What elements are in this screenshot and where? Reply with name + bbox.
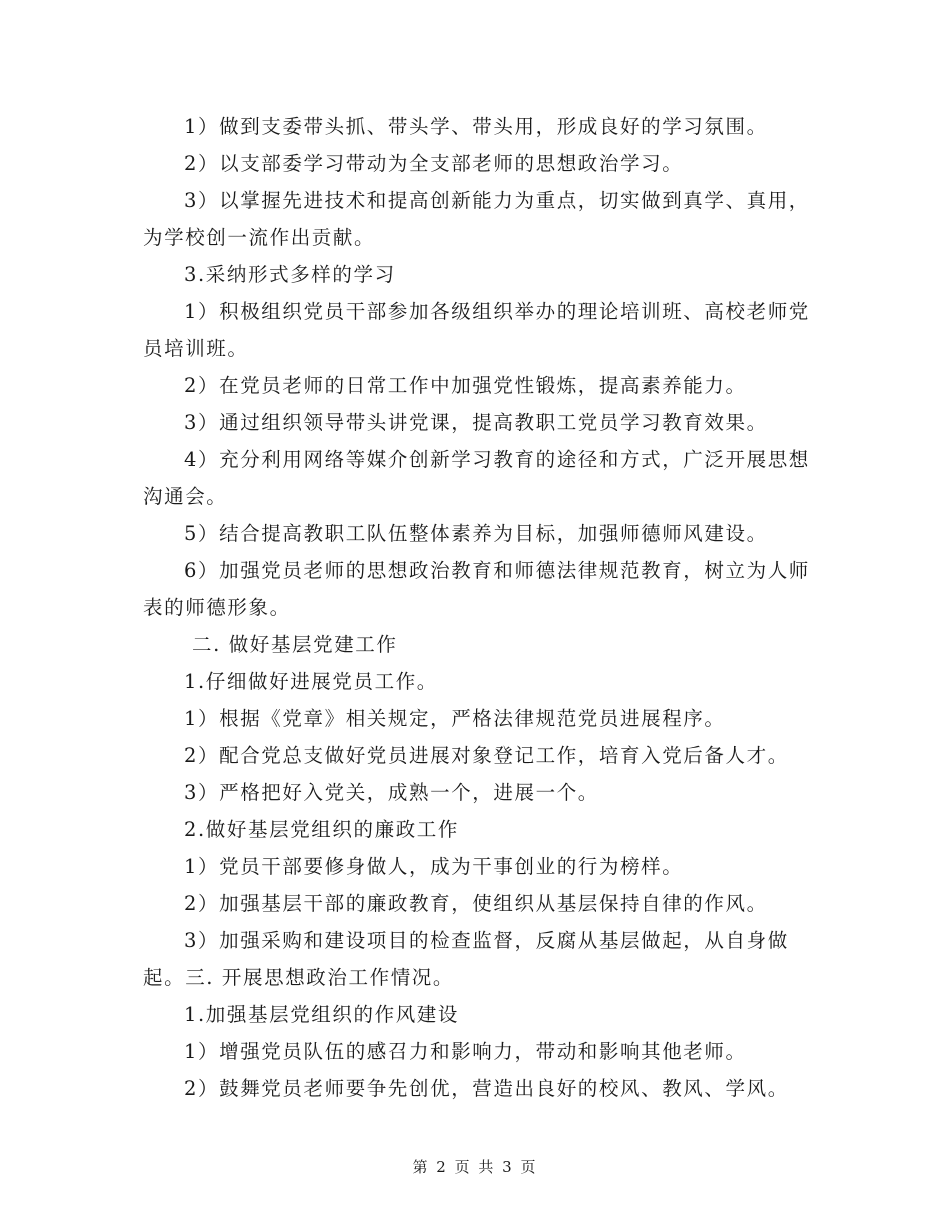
paragraph: 4）充分利用网络等媒介创新学习教育的途径和方式，广泛开展思想沟通会。 bbox=[143, 448, 810, 508]
paragraph: 5）结合提高教职工队伍整体素养为目标，加强师德师风建设。 bbox=[184, 522, 768, 545]
section-subheading: 3.采纳形式多样的学习 bbox=[184, 263, 396, 286]
section-subheading: 1.仔细做好进展党员工作。 bbox=[184, 670, 438, 693]
paragraph: 2）以支部委学习带动为全支部老师的思想政治学习。 bbox=[184, 152, 684, 175]
paragraph: 2）加强基层干部的廉政教育，使组织从基层保持自律的作风。 bbox=[184, 892, 768, 915]
section-heading: 二. 做好基层党建工作 bbox=[192, 633, 398, 656]
section-subheading: 1.加强基层党组织的作风建设 bbox=[184, 1003, 460, 1026]
paragraph: 1）党员干部要修身做人，成为干事创业的行为榜样。 bbox=[184, 855, 684, 878]
document-body bbox=[143, 108, 823, 1107]
paragraph: 6）加强党员老师的思想政治教育和师德法律规范教育，树立为人师表的师德形象。 bbox=[143, 559, 810, 619]
paragraph: 2）鼓舞党员老师要争先创优，营造出良好的校风、教风、学风。 bbox=[184, 1077, 789, 1100]
paragraph: 1）做到支委带头抓、带头学、带头用，形成良好的学习氛围。 bbox=[184, 115, 768, 138]
page-number-footer: 第 2 页 共 3 页 bbox=[412, 1158, 538, 1176]
paragraph: 3）加强采购和建设项目的检查监督，反腐从基层做起，从自身做起。三. 开展思想政治工作情况。 bbox=[143, 929, 789, 989]
paragraph: 3）通过组织领导带头讲党课，提高教职工党员学习教育效果。 bbox=[184, 411, 768, 434]
paragraph: 3）以掌握先进技术和提高创新能力为重点，切实做到真学、真用，为学校创一流作出贡献。 bbox=[143, 189, 810, 249]
paragraph: 2）配合党总支做好党员进展对象登记工作，培育入党后备人才。 bbox=[184, 744, 789, 767]
paragraph: 3）严格把好入党关，成熟一个，进展一个。 bbox=[184, 781, 599, 804]
section-subheading: 2.做好基层党组织的廉政工作 bbox=[184, 818, 460, 841]
paragraph: 1）根据《党章》相关规定，严格法律规范党员进展程序。 bbox=[184, 707, 726, 730]
paragraph: 1）增强党员队伍的感召力和影响力，带动和影响其他老师。 bbox=[184, 1040, 747, 1063]
paragraph: 2）在党员老师的日常工作中加强党性锻炼，提高素养能力。 bbox=[184, 374, 747, 397]
paragraph: 1）积极组织党员干部参加各级组织举办的理论培训班、高校老师党员培训班。 bbox=[143, 300, 810, 360]
